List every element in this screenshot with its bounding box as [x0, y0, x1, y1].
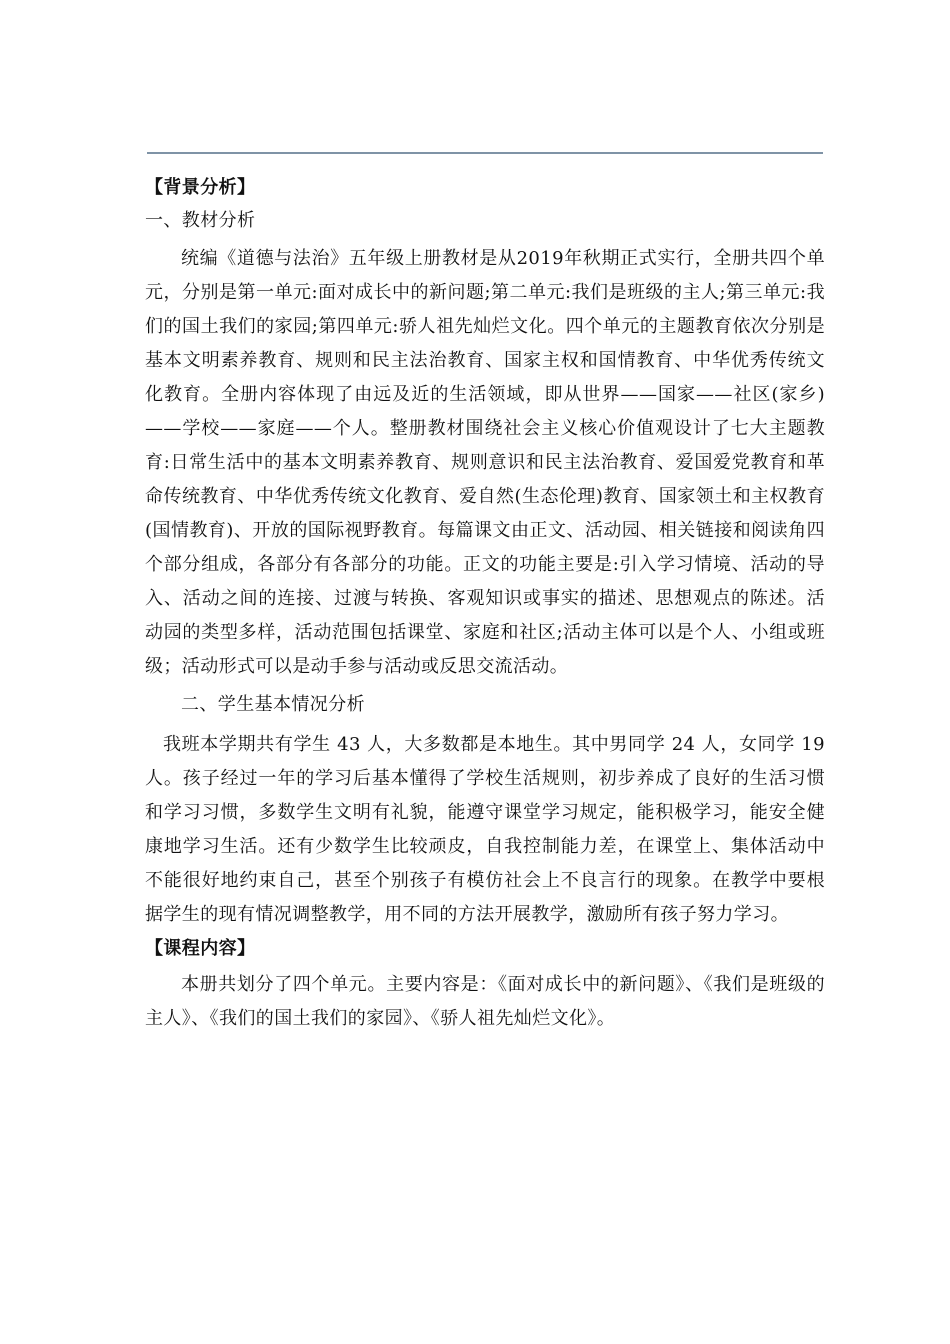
- paragraph-textbook-analysis: 统编《道德与法治》五年级上册教材是从2019年秋期正式实行，全册共四个单元，分别是第一单元:面对成长中的新问题;第二单元:我们是班级的主人;第三单元:我们的国土我们的家园;第四单元:骄人祖先灿烂文化。四个单元的主题教育依次分别是基本文明素养教育、规则和民主法治教育、国家主权和国情教育、中华优秀传统文化教育。全册内容体现了由远及近的生活领域，即从世界——国家——社区(家乡)——学校——家庭——个人。整册教材围绕社会主义核心价值观设计了七大主题教育:日常生活中的基本文明素养教育、规则意识和民主法治教育、爱国爱党教育和革命传统教育、中华优秀传统文化教育、爱自然(生态伦理)教育、国家领土和主权教育(国情教育)、开放的国际视野教育。每篇课文由正文、活动园、相关链接和阅读角四个部分组成，各部分有各部分的功能。正文的功能主要是:引入学习情境、活动的导入、活动之间的连接、过渡与转换、客观知识或事实的描述、思想观点的陈述。活动园的类型多样，活动范围包括课堂、家庭和社区;活动主体可以是个人、小组或班级；活动形式可以是动手参与活动或反思交流活动。: [145, 248, 825, 677]
- subheading-textbook-analysis: 一、教材分析: [145, 210, 256, 231]
- subheading-student-analysis: 二、学生基本情况分析: [181, 694, 365, 715]
- document-body: [145, 175, 825, 1036]
- section-heading-background: 【背景分析】: [145, 177, 256, 198]
- paragraph-course-content: 本册共划分了四个单元。主要内容是：《面对成长中的新问题》、《我们是班级的主人》、《我们的国土我们的家园》、《骄人祖先灿烂文化》。: [145, 974, 825, 1029]
- header-divider-line: [147, 152, 823, 154]
- paragraph-student-analysis: 我班本学期共有学生 43 人，大多数都是本地生。其中男同学 24 人，女同学 19 人。孩子经过一年的学习后基本懂得了学校生活规则，初步养成了良好的生活习惯和学习习惯，多数学生文明有礼貌，能遵守课堂学习规定，能积极学习，能安全健康地学习生活。还有少数学生比较顽皮，自我控制能力差，在课堂上、集体活动中不能很好地约束自己，甚至个别孩子有模仿社会上不良言行的现象。在教学中要根据学生的现有情况调整教学，用不同的方法开展教学，激励所有孩子努力学习。: [145, 734, 825, 925]
- section-heading-course-content: 【课程内容】: [145, 938, 256, 959]
